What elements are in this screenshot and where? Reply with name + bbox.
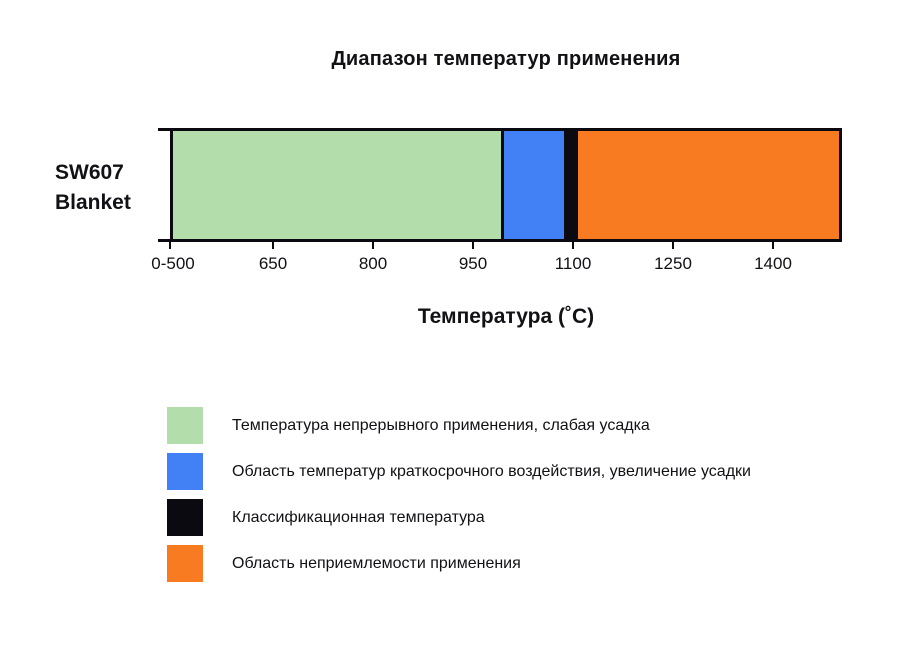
- x-tick-label-1100: 1100: [554, 254, 592, 273]
- x-axis-tick-950: [472, 242, 474, 249]
- x-axis-tick-0-500: [169, 242, 171, 249]
- category-label-sw607-blanket: [55, 158, 131, 218]
- x-tick-label-800: 800: [358, 254, 388, 273]
- legend-swatch-black: [167, 499, 203, 536]
- legend: [167, 407, 751, 582]
- legend-label-continuous-use: Температура непрерывного применения, слабая усадка: [232, 416, 650, 434]
- legend-item-unacceptable-use: [167, 545, 751, 582]
- stacked-bar-sw607-blanket: [170, 128, 842, 242]
- x-axis-tick-1400: [772, 242, 774, 249]
- legend-label-classification-temp: Классификационная температура: [232, 508, 485, 526]
- bar-segment-classification-temp: [564, 131, 578, 239]
- category-label-line2: Blanket: [55, 191, 131, 214]
- x-tick-label-950: 950: [458, 254, 488, 273]
- x-tick-label-0-500: 0-500: [151, 254, 195, 273]
- legend-swatch-green: [167, 407, 203, 444]
- legend-item-classification-temp: [167, 499, 751, 536]
- x-axis-tick-650: [272, 242, 274, 249]
- x-tick-label-650: 650: [258, 254, 288, 273]
- x-axis-tick-800: [372, 242, 374, 249]
- legend-swatch-orange: [167, 545, 203, 582]
- x-axis-tick-1100: [572, 242, 574, 249]
- x-tick-label-1250: 1250: [654, 254, 692, 273]
- chart-title: Диапазон температур применения: [331, 48, 681, 70]
- x-tick-label-1400: 1400: [754, 254, 792, 273]
- x-axis-tick-1250: [672, 242, 674, 249]
- x-axis-title: Температура (˚C): [417, 305, 595, 328]
- bar-segment-short-term-exposure: [504, 131, 564, 239]
- legend-label-short-term-exposure: Область температур краткосрочного воздействия, увеличение усадки: [232, 462, 751, 480]
- legend-item-short-term-exposure: [167, 453, 751, 490]
- legend-swatch-blue: [167, 453, 203, 490]
- bar-segment-continuous-use: [173, 131, 504, 239]
- category-label-line1: SW607: [55, 161, 124, 184]
- y-axis-tick-top: [158, 128, 170, 131]
- legend-item-continuous-use: [167, 407, 751, 444]
- bar-segment-unacceptable-use: [578, 131, 839, 239]
- legend-label-unacceptable-use: Область неприемлемости применения: [232, 554, 521, 572]
